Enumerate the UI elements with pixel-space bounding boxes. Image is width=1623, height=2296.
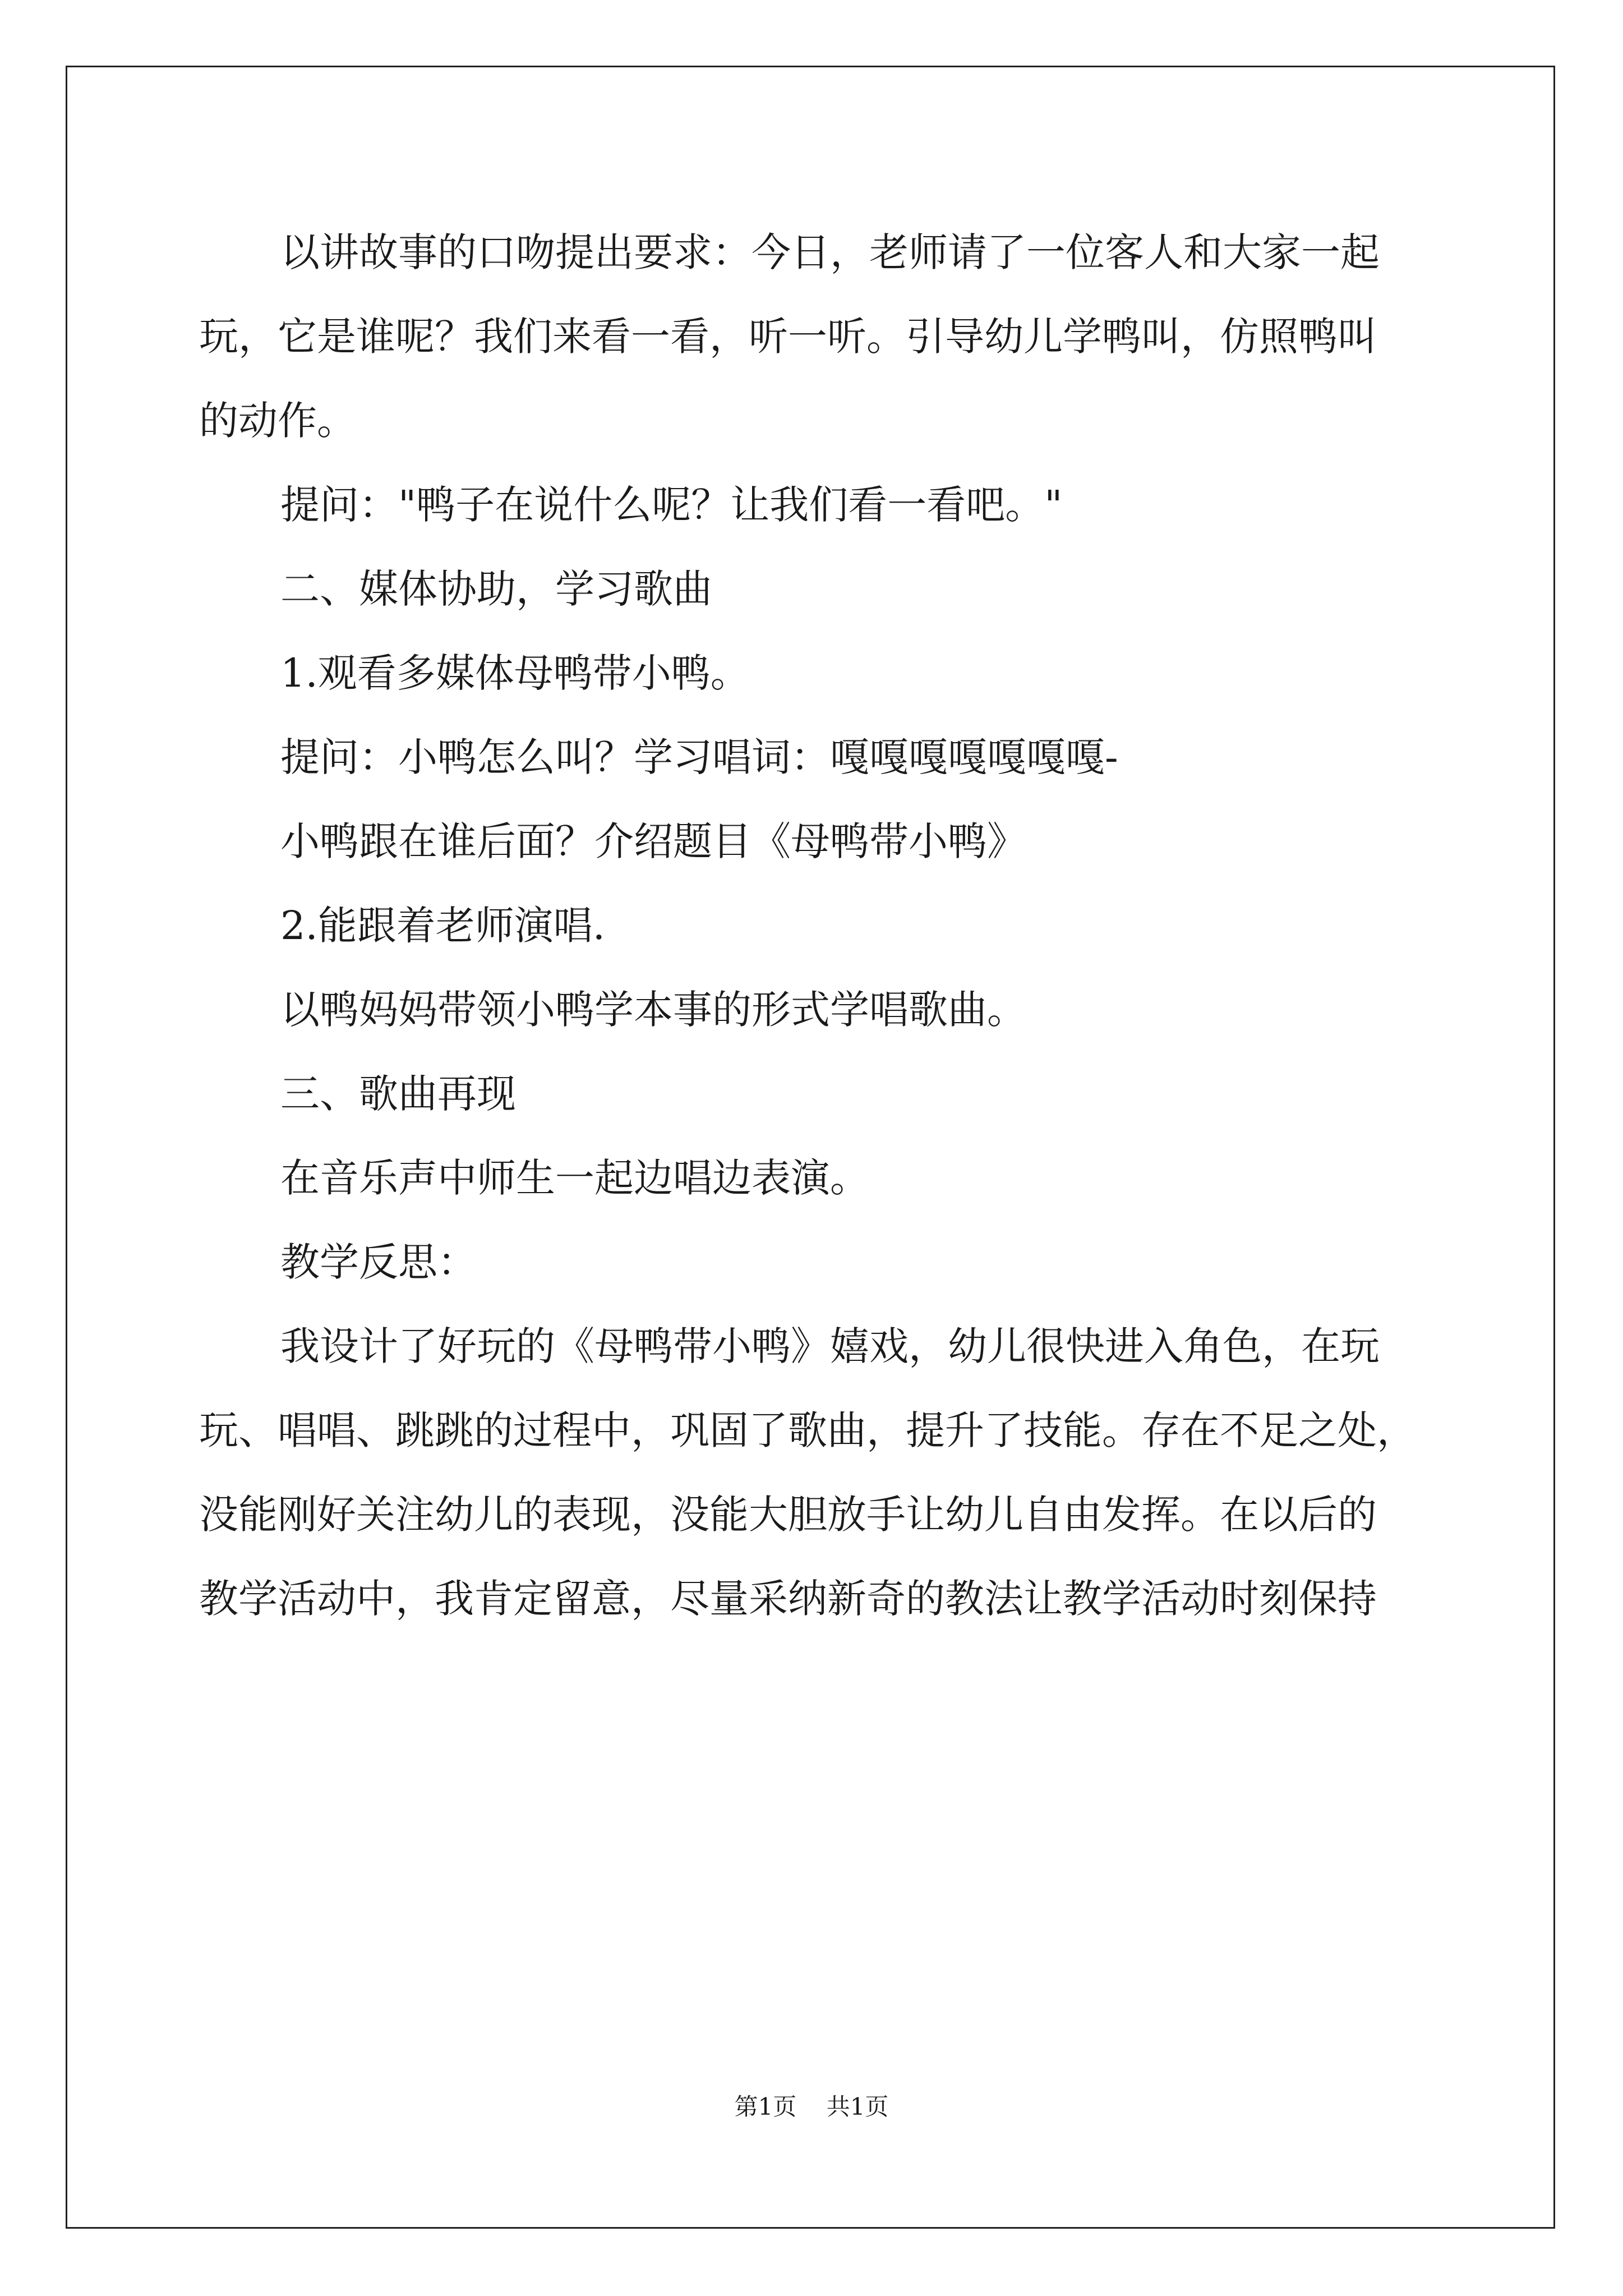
text-line: 提问："鸭子在说什么呢？让我们看一看吧。" <box>280 482 1063 528</box>
text-line: 玩、唱唱、跳跳的过程中，巩固了歌曲，提升了技能。存在不足之处， <box>199 1407 1416 1453</box>
text-line: 没能刚好关注幼儿的表现，没能大胆放手让幼儿自由发挥。在以后的 <box>199 1492 1377 1538</box>
document-body <box>199 210 1433 1641</box>
text-line: 教学活动中，我肯定留意，尽量采纳新奇的教法让教学活动时刻保持 <box>199 1576 1377 1622</box>
text-line: 玩，它是谁呢？我们来看一看，听一听。引导幼儿学鸭叫，仿照鸭叫 <box>199 314 1377 360</box>
page-footer <box>0 2090 1623 2124</box>
text-line: 以讲故事的口吻提出要求：今日，老师请了一位客人和大家一起 <box>280 229 1380 275</box>
text-line: 我设计了好玩的《母鸭带小鸭》嬉戏，幼儿很快进入角色，在玩 <box>280 1323 1380 1369</box>
text-line: 提问：小鸭怎么叫？学习唱词：嘎嘎嘎嘎嘎嘎嘎- <box>280 734 1118 780</box>
text-line: 小鸭跟在谁后面？介绍题目《母鸭带小鸭》 <box>280 818 1026 864</box>
text-line: 教学反思： <box>280 1239 477 1285</box>
text-line: 三、歌曲再现 <box>280 1071 516 1117</box>
page-number: 第1页 <box>734 2093 797 2120</box>
text-line: 在音乐声中师生一起边唱边表演。 <box>280 1155 869 1201</box>
text-line: 1.观看多媒体母鸭带小鸭。 <box>280 650 750 696</box>
page-total: 共1页 <box>826 2093 889 2120</box>
text-line: 的动作。 <box>199 398 356 444</box>
text-line: 二、媒体协助，学习歌曲 <box>280 566 712 612</box>
text-line: 2.能跟着老师演唱. <box>280 903 606 949</box>
text-line: 以鸭妈妈带领小鸭学本事的形式学唱歌曲。 <box>280 987 1026 1033</box>
